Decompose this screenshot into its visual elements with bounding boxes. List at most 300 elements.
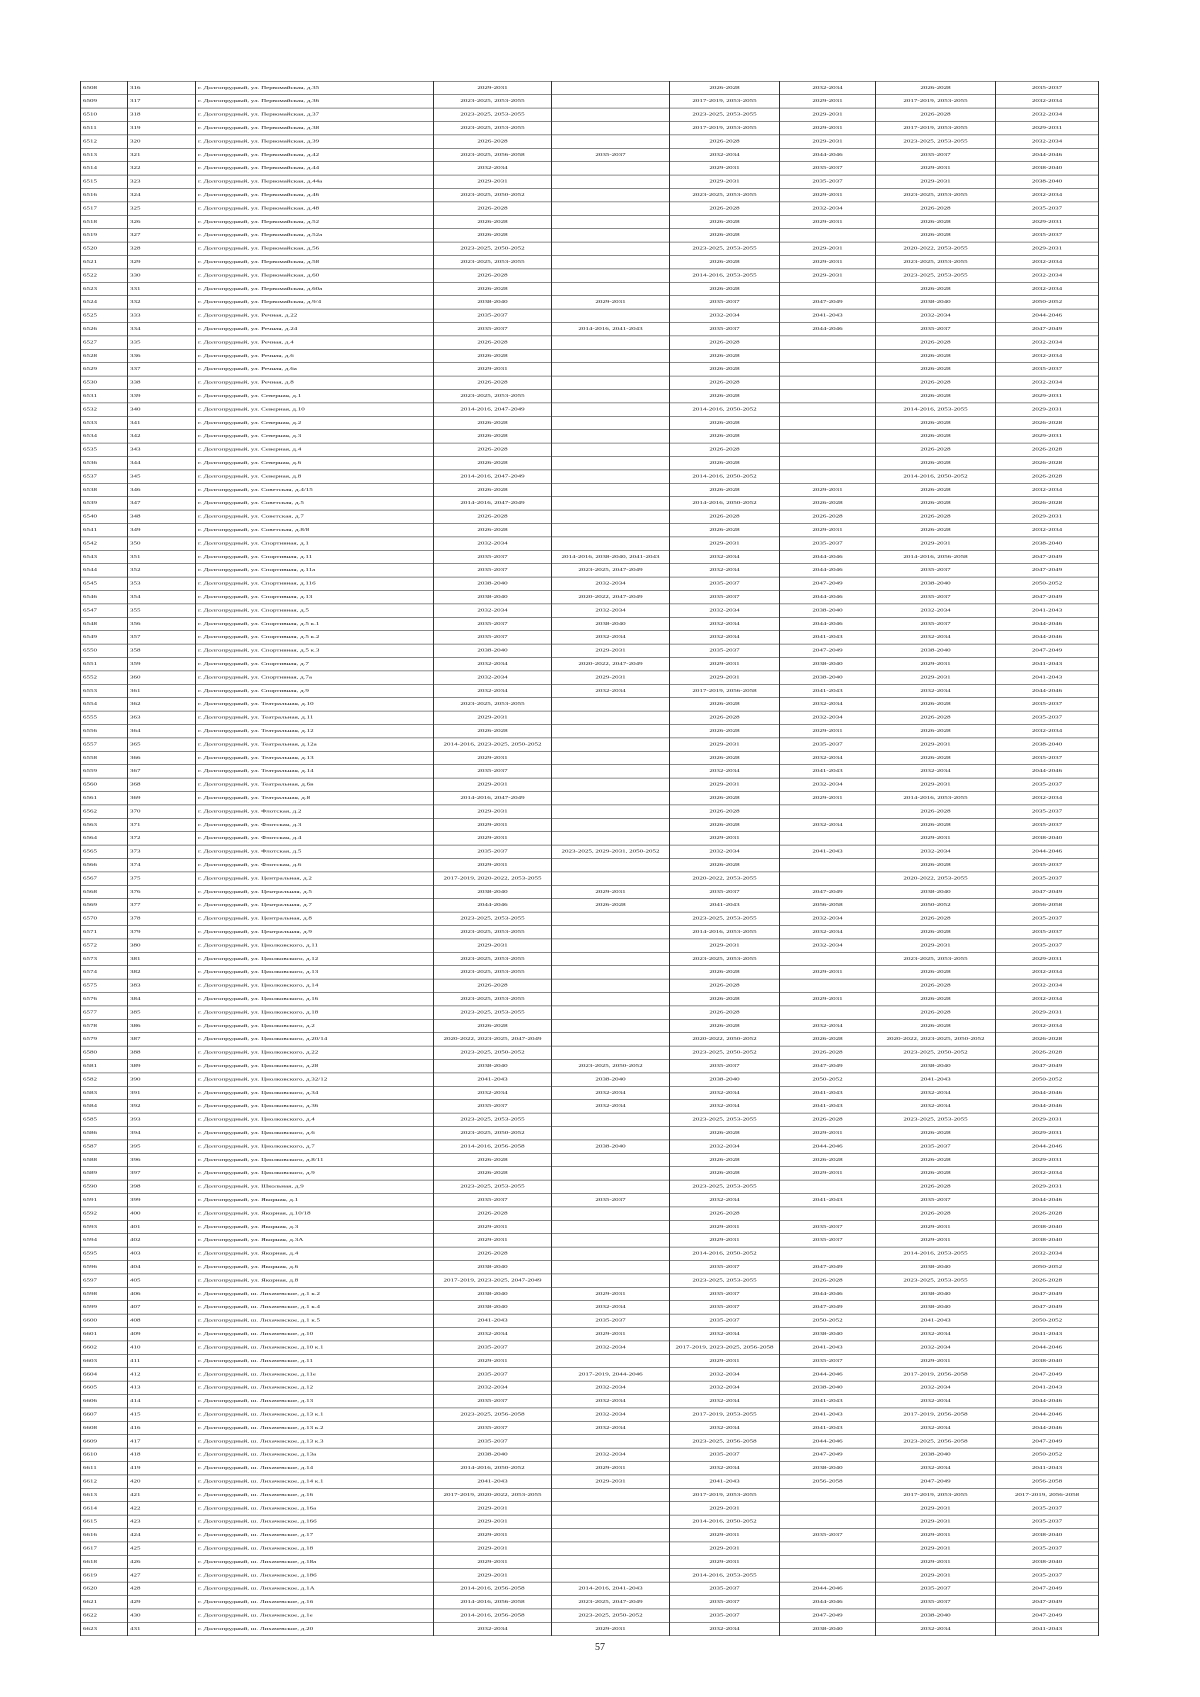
table-cell: 2038-2040	[996, 1234, 1099, 1247]
table-cell: г. Долгопрудный, ул. Театральная, д.12	[196, 724, 434, 737]
table-cell: 2032-2034	[780, 81, 876, 94]
table-row	[81, 791, 1099, 804]
table-cell: 2032-2034	[552, 577, 670, 590]
table-cell: 6577	[81, 1006, 128, 1019]
table-row	[81, 765, 1099, 778]
table-cell: г. Долгопрудный, ш. Лихачевское, д.13а	[196, 1448, 434, 1461]
table-cell: 2017-2019, 2053-2055	[670, 95, 780, 108]
table-cell	[552, 1019, 670, 1032]
table-cell: 6606	[81, 1395, 128, 1408]
table-cell: 2023-2025, 2053-2055	[670, 242, 780, 255]
table-cell: 360	[128, 671, 196, 684]
table-cell: 2023-2025, 2053-2055	[670, 1113, 780, 1126]
table-cell: г. Долгопрудный, ул. Циолковского, д.8/11	[196, 1153, 434, 1166]
table-cell: 2041-2043	[780, 631, 876, 644]
table-cell: 6602	[81, 1341, 128, 1354]
table-cell: 2026-2028	[434, 510, 552, 523]
table-cell: 2047-2049	[780, 1261, 876, 1274]
table-cell: г. Долгопрудный, ул. Первомайская, д.36	[196, 95, 434, 108]
table-row	[81, 81, 1099, 94]
table-cell: 2032-2034	[996, 791, 1099, 804]
table-cell: 2038-2040	[552, 1073, 670, 1086]
table-cell: 2032-2034	[876, 604, 996, 617]
table-cell: 2035-2037	[434, 309, 552, 322]
table-cell: 2026-2028	[670, 443, 780, 456]
table-cell: 2032-2034	[996, 376, 1099, 389]
table-cell: г. Долгопрудный, ул. Первомайская, д.46	[196, 188, 434, 201]
table-cell	[552, 1046, 670, 1059]
table-cell: 2014-2016, 2023-2025, 2050-2052	[434, 738, 552, 751]
table-cell: 427	[128, 1569, 196, 1582]
table-cell: 2035-2037	[434, 1341, 552, 1354]
table-cell: 2029-2031	[434, 751, 552, 764]
table-cell: 2026-2028	[670, 724, 780, 737]
table-cell: г. Долгопрудный, ул. Речная, д.22	[196, 309, 434, 322]
table-cell: 2029-2031	[876, 832, 996, 845]
table-row	[81, 1354, 1099, 1367]
table-row	[81, 162, 1099, 175]
table-cell: 2032-2034	[876, 1395, 996, 1408]
table-row	[81, 1180, 1099, 1193]
table-cell: 2032-2034	[996, 966, 1099, 979]
table-cell: 2035-2037	[780, 1234, 876, 1247]
table-cell	[552, 456, 670, 469]
table-cell: 2032-2034	[780, 751, 876, 764]
table-cell: 2026-2028	[780, 497, 876, 510]
table-cell: 2014-2016, 2041-2043	[552, 322, 670, 335]
table-cell: 6613	[81, 1488, 128, 1501]
table-cell: 2041-2043	[996, 1381, 1099, 1394]
table-cell: 2023-2025, 2056-2058	[434, 148, 552, 161]
table-cell: г. Долгопрудный, ш. Лихачевское, д.18	[196, 1542, 434, 1555]
table-cell: 2035-2037	[780, 175, 876, 188]
table-row	[81, 296, 1099, 309]
table-row	[81, 1328, 1099, 1341]
table-cell: 2029-2031	[780, 1127, 876, 1140]
table-cell: 2017-2019, 2053-2055	[876, 95, 996, 108]
table-cell: 6515	[81, 175, 128, 188]
table-cell: 6547	[81, 604, 128, 617]
table-cell: 330	[128, 269, 196, 282]
table-cell: 365	[128, 738, 196, 751]
table-cell: г. Долгопрудный, ул. Первомайская, д.52а	[196, 229, 434, 242]
table-cell: г. Долгопрудный, ул. Якорная, д.4	[196, 1247, 434, 1260]
table-cell: 2044-2046	[996, 1100, 1099, 1113]
table-cell: 2023-2025, 2056-2058	[670, 1435, 780, 1448]
table-cell: 2014-2016, 2038-2040, 2041-2043	[552, 550, 670, 563]
table-cell: 2026-2028	[434, 1153, 552, 1166]
table-cell	[552, 202, 670, 215]
table-cell: г. Долгопрудный, ул. Центральная, д.7	[196, 899, 434, 912]
table-cell: 6568	[81, 885, 128, 898]
table-cell: г. Долгопрудный, ш. Лихачевское, д.14 к.1	[196, 1475, 434, 1488]
table-cell: 2032-2034	[670, 309, 780, 322]
table-cell: 2029-2031	[876, 537, 996, 550]
table-cell: 2038-2040	[780, 671, 876, 684]
table-cell: 2014-2016, 2047-2049	[434, 470, 552, 483]
table-cell: 2026-2028	[670, 751, 780, 764]
table-cell: 2014-2016, 2047-2049	[434, 497, 552, 510]
table-cell: г. Долгопрудный, ул. Якорная, д.10/18	[196, 1207, 434, 1220]
table-cell: 2038-2040	[876, 885, 996, 898]
table-row	[81, 899, 1099, 912]
table-cell: 2044-2046	[780, 1368, 876, 1381]
table-cell: 2023-2025, 2053-2055	[876, 1113, 996, 1126]
table-cell: 2026-2028	[434, 349, 552, 362]
table-cell: 2014-2016, 2041-2043	[552, 1582, 670, 1595]
table-cell: 2035-2037	[780, 537, 876, 550]
table-cell: 2023-2025, 2053-2055	[670, 952, 780, 965]
table-cell: 408	[128, 1314, 196, 1327]
table-cell: 2044-2046	[996, 1194, 1099, 1207]
table-cell: 2032-2034	[434, 657, 552, 670]
table-cell: г. Долгопрудный, ш. Лихачевское, д.1е	[196, 1609, 434, 1622]
table-cell: 2023-2025, 2053-2055	[876, 952, 996, 965]
table-cell: 2032-2034	[552, 1086, 670, 1099]
table-cell: 364	[128, 724, 196, 737]
table-row	[81, 1582, 1099, 1595]
table-cell: 2029-2031	[670, 537, 780, 550]
table-cell: 2035-2037	[670, 1301, 780, 1314]
table-cell: 2026-2028	[996, 470, 1099, 483]
table-cell	[780, 832, 876, 845]
table-cell: г. Долгопрудный, ш. Лихачевское, д.10 к.1	[196, 1341, 434, 1354]
table-cell: 2047-2049	[996, 1287, 1099, 1300]
table-row	[81, 483, 1099, 496]
table-cell: 2035-2037	[876, 1194, 996, 1207]
table-cell	[780, 859, 876, 872]
table-cell: 2023-2025, 2053-2055	[434, 1006, 552, 1019]
table-cell: 2029-2031	[670, 671, 780, 684]
table-cell: 317	[128, 95, 196, 108]
table-cell: 2047-2049	[996, 590, 1099, 603]
table-cell	[552, 121, 670, 134]
table-cell: 6592	[81, 1207, 128, 1220]
table-cell: 2029-2031	[434, 1515, 552, 1528]
table-cell: 6514	[81, 162, 128, 175]
table-cell: 2029-2031	[780, 188, 876, 201]
table-cell: г. Долгопрудный, ул. Северная, д.3	[196, 430, 434, 443]
table-cell: г. Долгопрудный, ул. Театральная, д.10	[196, 698, 434, 711]
table-cell: 361	[128, 684, 196, 697]
table-cell	[780, 456, 876, 469]
table-cell	[552, 1153, 670, 1166]
table-cell: 2044-2046	[780, 590, 876, 603]
table-cell: 353	[128, 577, 196, 590]
table-cell: 2038-2040	[996, 1354, 1099, 1367]
table-cell: 2050-2052	[996, 577, 1099, 590]
table-cell: 2035-2037	[876, 148, 996, 161]
table-cell: 6615	[81, 1515, 128, 1528]
table-cell: 2029-2031	[996, 430, 1099, 443]
table-cell	[552, 791, 670, 804]
table-row	[81, 711, 1099, 724]
table-row	[81, 1207, 1099, 1220]
table-cell: г. Долгопрудный, ш. Лихачевское, д.17	[196, 1529, 434, 1542]
table-cell: 2026-2028	[876, 523, 996, 536]
table-cell	[552, 1274, 670, 1287]
table-cell: 2029-2031	[670, 175, 780, 188]
table-cell: 380	[128, 939, 196, 952]
table-cell: 383	[128, 979, 196, 992]
table-cell: 2035-2037	[434, 765, 552, 778]
table-cell: 2041-2043	[780, 309, 876, 322]
table-cell: 2026-2028	[670, 363, 780, 376]
table-cell: 430	[128, 1609, 196, 1622]
table-cell: 2017-2019, 2053-2055	[670, 121, 780, 134]
table-cell	[780, 1502, 876, 1515]
table-cell: г. Долгопрудный, ул. Северная, д.6	[196, 456, 434, 469]
table-cell: г. Долгопрудный, ул. Якорная, д.6	[196, 1261, 434, 1274]
table-cell: 2026-2028	[876, 282, 996, 295]
table-cell: г. Долгопрудный, ул. Первомайская, д.56	[196, 242, 434, 255]
table-cell: 359	[128, 657, 196, 670]
table-cell: г. Долгопрудный, ул. Центральная, д.9	[196, 926, 434, 939]
table-cell: 2044-2046	[996, 617, 1099, 630]
table-cell: 6600	[81, 1314, 128, 1327]
table-cell: 2032-2034	[996, 1167, 1099, 1180]
table-cell: г. Долгопрудный, ул. Театральная, д.6в	[196, 778, 434, 791]
table-cell	[552, 242, 670, 255]
table-cell: г. Долгопрудный, ш. Лихачевское, д.14	[196, 1462, 434, 1475]
table-cell: 400	[128, 1207, 196, 1220]
table-cell: 2029-2031	[434, 1234, 552, 1247]
table-cell: 6524	[81, 296, 128, 309]
table-cell: 6588	[81, 1153, 128, 1166]
table-cell: 413	[128, 1381, 196, 1394]
table-cell	[552, 1515, 670, 1528]
table-cell: 2026-2028	[876, 215, 996, 228]
table-cell: г. Долгопрудный, ш. Лихачевское, д.11е	[196, 1368, 434, 1381]
table-cell: 2032-2034	[996, 108, 1099, 121]
table-cell: 6548	[81, 617, 128, 630]
table-cell: 399	[128, 1194, 196, 1207]
table-cell: 321	[128, 148, 196, 161]
table-cell: 6542	[81, 537, 128, 550]
table-row	[81, 269, 1099, 282]
table-cell: 6556	[81, 724, 128, 737]
table-cell: 2050-2052	[876, 899, 996, 912]
table-cell: 2026-2028	[876, 1127, 996, 1140]
table-cell: 6552	[81, 671, 128, 684]
table-cell: 407	[128, 1301, 196, 1314]
table-cell: 6510	[81, 108, 128, 121]
table-cell: 2032-2034	[780, 698, 876, 711]
table-row	[81, 1140, 1099, 1153]
table-cell: 6535	[81, 443, 128, 456]
table-cell: 6589	[81, 1167, 128, 1180]
table-cell: 2041-2043	[996, 1622, 1099, 1635]
table-cell: 2026-2028	[996, 1207, 1099, 1220]
table-cell: 6616	[81, 1529, 128, 1542]
table-cell: 2038-2040	[996, 1220, 1099, 1233]
table-cell: 2038-2040	[434, 1261, 552, 1274]
table-cell	[552, 912, 670, 925]
table-cell: 6516	[81, 188, 128, 201]
table-row	[81, 1167, 1099, 1180]
table-row	[81, 885, 1099, 898]
table-cell: 2029-2031	[780, 215, 876, 228]
table-cell: 382	[128, 966, 196, 979]
table-cell: 426	[128, 1555, 196, 1568]
table-cell: 2026-2028	[670, 389, 780, 402]
table-cell: г. Долгопрудный, ул. Речная, д.24	[196, 322, 434, 335]
table-cell: 418	[128, 1448, 196, 1461]
table-row	[81, 1448, 1099, 1461]
table-row	[81, 336, 1099, 349]
table-cell: 6576	[81, 993, 128, 1006]
table-row	[81, 1033, 1099, 1046]
table-cell: 6567	[81, 872, 128, 885]
table-cell	[552, 1006, 670, 1019]
table-cell: 6605	[81, 1381, 128, 1394]
table-cell: 2032-2034	[780, 818, 876, 831]
table-row	[81, 671, 1099, 684]
table-cell: 2032-2034	[996, 979, 1099, 992]
table-row	[81, 939, 1099, 952]
table-cell: 6598	[81, 1287, 128, 1300]
table-cell: 2032-2034	[670, 1194, 780, 1207]
table-cell: г. Долгопрудный, ул. Первомайская, д.39	[196, 135, 434, 148]
table-cell: 2023-2025, 2053-2055	[876, 255, 996, 268]
table-cell: 417	[128, 1435, 196, 1448]
table-cell: 2038-2040	[876, 1287, 996, 1300]
table-cell: г. Долгопрудный, ул. Советская, д.4/15	[196, 483, 434, 496]
table-row	[81, 1006, 1099, 1019]
table-cell: 2032-2034	[996, 1019, 1099, 1032]
table-cell: 2023-2025, 2053-2055	[434, 966, 552, 979]
table-cell: 2032-2034	[876, 765, 996, 778]
table-cell: 2026-2028	[996, 456, 1099, 469]
table-cell: 2029-2031	[780, 269, 876, 282]
table-cell: г. Долгопрудный, ул. Советская, д.7	[196, 510, 434, 523]
table-cell: 2029-2031	[780, 724, 876, 737]
table-cell: 2026-2028	[996, 416, 1099, 429]
table-row	[81, 135, 1099, 148]
table-cell: 6575	[81, 979, 128, 992]
table-cell: г. Долгопрудный, ул. Якорная, д.3А	[196, 1234, 434, 1247]
table-cell: 2029-2031	[876, 939, 996, 952]
table-cell: 2029-2031	[876, 1569, 996, 1582]
table-cell: 2041-2043	[996, 1462, 1099, 1475]
table-cell: 6621	[81, 1596, 128, 1609]
table-cell: 2029-2031	[552, 1622, 670, 1635]
table-cell: г. Долгопрудный, ул. Первомайская, д.44	[196, 162, 434, 175]
table-cell: 2026-2028	[780, 1033, 876, 1046]
table-cell	[552, 1234, 670, 1247]
table-cell: 2047-2049	[996, 1435, 1099, 1448]
table-cell: 2035-2037	[670, 322, 780, 335]
table-cell	[552, 1261, 670, 1274]
table-cell	[552, 269, 670, 282]
table-cell: г. Долгопрудный, ш. Лихачевское, д.11	[196, 1354, 434, 1367]
table-cell: 351	[128, 550, 196, 563]
table-cell: 2041-2043	[780, 1194, 876, 1207]
table-cell: 2023-2025, 2053-2055	[434, 698, 552, 711]
table-cell: 329	[128, 255, 196, 268]
table-cell: 2026-2028	[780, 510, 876, 523]
table-cell: 6570	[81, 912, 128, 925]
table-row	[81, 242, 1099, 255]
table-cell: 6612	[81, 1475, 128, 1488]
table-cell: 6529	[81, 363, 128, 376]
table-row	[81, 1502, 1099, 1515]
table-cell	[552, 483, 670, 496]
table-cell: 6525	[81, 309, 128, 322]
table-cell: 2026-2028	[670, 510, 780, 523]
table-cell: 6617	[81, 1542, 128, 1555]
table-cell: 2029-2031	[876, 1354, 996, 1367]
table-cell: 2023-2025, 2047-2049	[552, 564, 670, 577]
table-cell: 341	[128, 416, 196, 429]
table-cell: 390	[128, 1073, 196, 1086]
table-cell: 2029-2031	[552, 1475, 670, 1488]
table-cell: 6528	[81, 349, 128, 362]
table-cell	[552, 711, 670, 724]
table-cell: 2026-2028	[876, 698, 996, 711]
table-cell: г. Долгопрудный, ул. Спортивная, д.11а	[196, 564, 434, 577]
table-cell: 6509	[81, 95, 128, 108]
table-cell: 2035-2037	[552, 1194, 670, 1207]
table-cell: 2026-2028	[876, 859, 996, 872]
table-cell: 2023-2025, 2053-2055	[876, 188, 996, 201]
table-cell: 6584	[81, 1100, 128, 1113]
table-cell: 2032-2034	[434, 1086, 552, 1099]
table-cell: 2032-2034	[996, 523, 1099, 536]
table-cell: 2029-2031	[434, 175, 552, 188]
table-row	[81, 590, 1099, 603]
table-cell: 2026-2028	[434, 229, 552, 242]
table-cell	[780, 376, 876, 389]
table-cell: 6549	[81, 631, 128, 644]
table-cell: 2032-2034	[670, 1395, 780, 1408]
table-cell: 425	[128, 1542, 196, 1555]
table-cell: г. Долгопрудный, ул. Театральная, д.8	[196, 791, 434, 804]
table-cell: 2038-2040	[780, 657, 876, 670]
table-cell: 2023-2025, 2053-2055	[434, 95, 552, 108]
table-cell: 2038-2040	[434, 644, 552, 657]
table-cell: 338	[128, 376, 196, 389]
table-cell: 2026-2028	[434, 1207, 552, 1220]
table-cell: 2014-2016, 2050-2052	[876, 470, 996, 483]
table-cell: 2044-2046	[780, 617, 876, 630]
table-cell: 6593	[81, 1220, 128, 1233]
page-number: 57	[595, 1642, 605, 1653]
table-row	[81, 1421, 1099, 1434]
table-cell: 431	[128, 1622, 196, 1635]
table-cell: 2029-2031	[434, 1542, 552, 1555]
table-cell: 348	[128, 510, 196, 523]
table-cell: 2032-2034	[670, 1100, 780, 1113]
table-row	[81, 1381, 1099, 1394]
table-cell: 2032-2034	[552, 1341, 670, 1354]
table-cell: 2044-2046	[996, 309, 1099, 322]
table-cell	[552, 1435, 670, 1448]
table-cell: 2032-2034	[670, 1421, 780, 1434]
table-row	[81, 376, 1099, 389]
table-cell: 2047-2049	[996, 885, 1099, 898]
table-cell: 6536	[81, 456, 128, 469]
table-cell: 2035-2037	[434, 1421, 552, 1434]
table-cell: г. Долгопрудный, ул. Циолковского, д.2	[196, 1019, 434, 1032]
table-row	[81, 1609, 1099, 1622]
table-cell	[552, 416, 670, 429]
table-cell: 2044-2046	[996, 1408, 1099, 1421]
table-cell: 2047-2049	[996, 1368, 1099, 1381]
table-cell: 2026-2028	[670, 483, 780, 496]
table-cell: 2038-2040	[876, 1301, 996, 1314]
table-cell: г. Долгопрудный, ул. Театральная, д.13	[196, 751, 434, 764]
